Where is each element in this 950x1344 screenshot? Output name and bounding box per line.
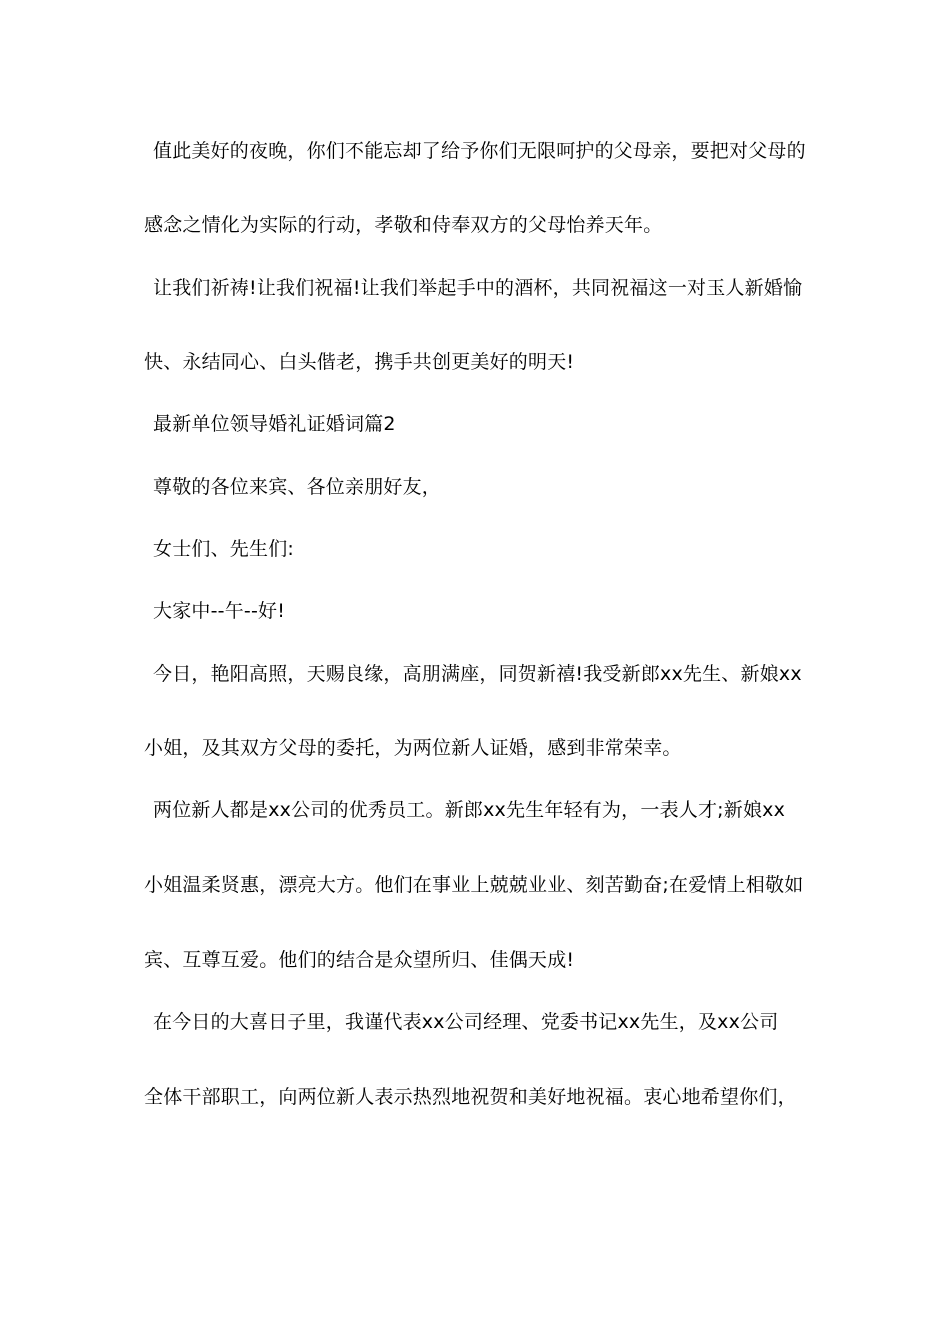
paragraph-line-1: 值此美好的夜晚，你们不能忘却了给予你们无限呵护的父母亲，要把对父母的	[153, 140, 806, 162]
paragraph-line-3: 让我们祈祷!让我们祝福!让我们举起手中的酒杯，共同祝福这一对玉人新婚愉	[153, 277, 803, 299]
salutation-line-2: 女士们、先生们:	[153, 538, 295, 560]
paragraph-line-8: 小姐温柔贤惠，漂亮大方。他们在事业上兢兢业业、刻苦勤奋;在爱情上相敬如	[144, 874, 804, 896]
paragraph-line-6: 小姐，及其双方父母的委托，为两位新人证婚，感到非常荣幸。	[144, 737, 682, 759]
salutation-line-1: 尊敬的各位来宾、各位亲朋好友，	[153, 476, 442, 498]
paragraph-line-11: 全体干部职工，向两位新人表示热烈地祝贺和美好地祝福。衷心地希望你们，	[144, 1086, 797, 1108]
paragraph-line-9: 宾、互尊互爱。他们的结合是众望所归、佳偶天成!	[144, 949, 575, 971]
paragraph-line-10: 在今日的大喜日子里，我谨代表xx公司经理、党委书记xx先生，及xx公司	[153, 1011, 779, 1033]
greeting-line: 大家中--午--好!	[153, 600, 286, 622]
paragraph-line-7: 两位新人都是xx公司的优秀员工。新郎xx先生年轻有为，一表人才;新娘xx	[153, 799, 786, 821]
paragraph-line-5: 今日，艳阳高照，天赐良缘，高朋满座，同贺新禧!我受新郎xx先生、新娘xx	[153, 663, 802, 685]
paragraph-line-4: 快、永结同心、白头偕老，携手共创更美好的明天!	[144, 351, 575, 373]
section-heading: 最新单位领导婚礼证婚词篇2	[153, 413, 396, 435]
paragraph-line-2: 感念之情化为实际的行动，孝敬和侍奉双方的父母怡养天年。	[144, 214, 663, 236]
